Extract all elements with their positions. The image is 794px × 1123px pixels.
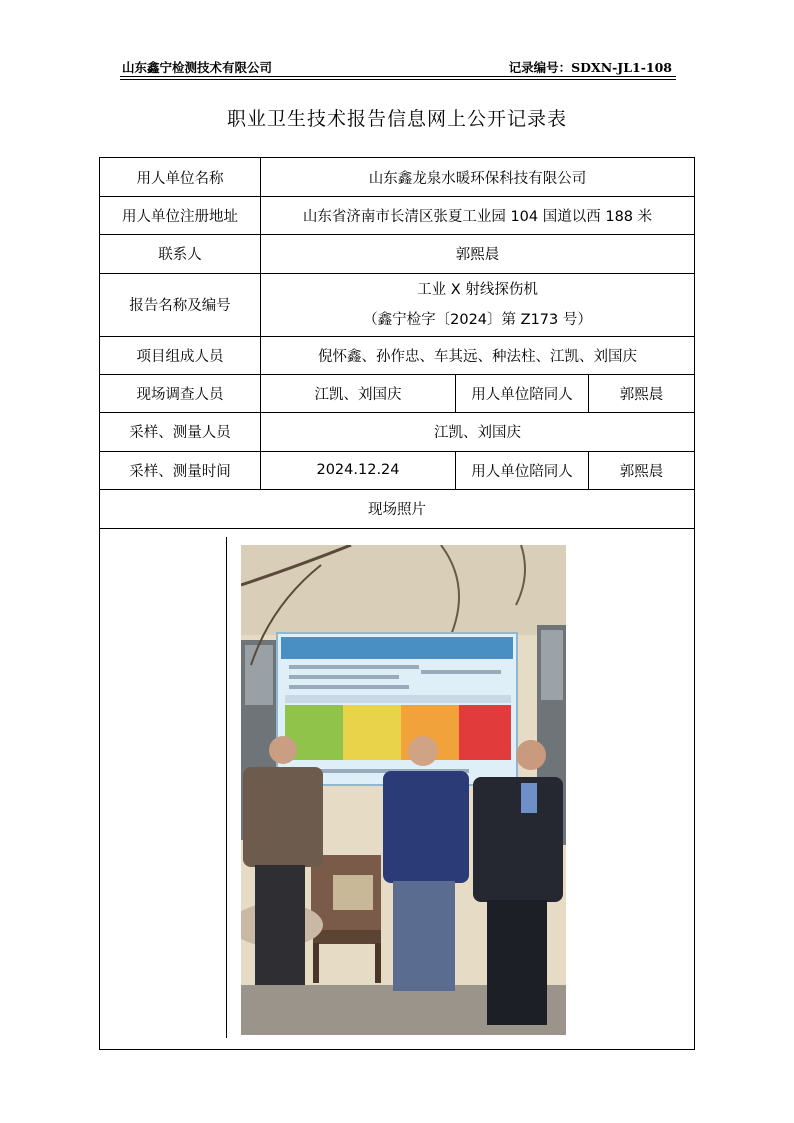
label-report: 报告名称及编号 xyxy=(129,298,231,314)
site-photo xyxy=(241,545,566,1035)
document-title: 职业卫生技术报告信息网上公开记录表 xyxy=(226,108,567,130)
label-employer-name: 用人单位名称 xyxy=(136,170,224,187)
header-rule-thick xyxy=(120,76,676,77)
label-sampling-escort: 用人单位陪同人 xyxy=(471,463,573,480)
record-number: 记录编号：SDXN-JL1-108 xyxy=(508,60,672,75)
value-sampling-escort: 郭熙晨 xyxy=(619,463,664,480)
label-contact: 联系人 xyxy=(158,247,202,263)
label-project-members: 项目组成人员 xyxy=(136,348,224,365)
company-name: 山东鑫宁检测技术有限公司 xyxy=(122,60,273,75)
value-report xyxy=(261,273,694,336)
label-employer-address: 用人单位注册地址 xyxy=(122,208,238,225)
label-photo-section: 现场照片 xyxy=(368,502,426,518)
report-number: （鑫宁检字〔2024〕第 Z173 号） xyxy=(363,311,592,328)
value-contact: 郭熙晨 xyxy=(455,247,500,263)
value-project-members: 倪怀鑫、孙作忠、车其远、种法柱、江凯、刘国庆 xyxy=(318,348,637,365)
photo-frame-edge xyxy=(226,537,227,1038)
value-sampling-time: 2024.12.24 xyxy=(316,462,400,478)
label-site-survey: 现场调查人员 xyxy=(136,386,224,403)
header-rule-thin xyxy=(120,79,676,80)
label-sampling-staff: 采样、测量人员 xyxy=(129,425,231,441)
value-employer-name: 山东鑫龙泉水暖环保科技有限公司 xyxy=(368,170,587,187)
label-site-escort: 用人单位陪同人 xyxy=(471,386,573,403)
value-site-survey: 江凯、刘国庆 xyxy=(314,386,402,403)
report-name: 工业 X 射线探伤机 xyxy=(417,281,538,298)
value-sampling-staff: 江凯、刘国庆 xyxy=(434,425,521,441)
value-employer-address: 山东省济南市长清区张夏工业园 104 国道以西 188 米 xyxy=(302,208,653,225)
page-header xyxy=(120,58,676,76)
value-site-escort: 郭熙晨 xyxy=(619,386,664,403)
label-sampling-time: 采样、测量时间 xyxy=(129,463,231,480)
